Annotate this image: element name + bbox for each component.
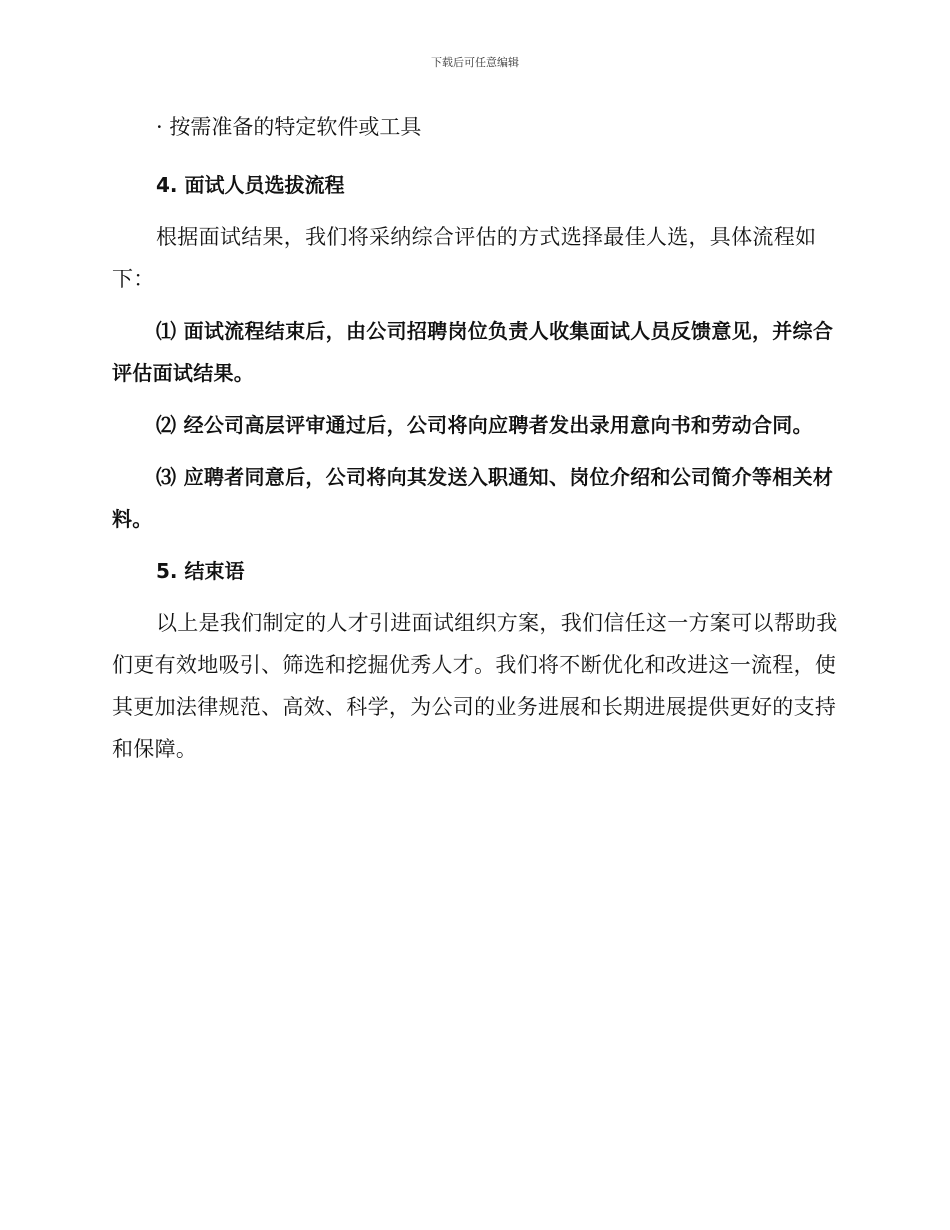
process-step-2: ⑵ 经公司高层评审通过后，公司将向应聘者发出录用意向书和劳动合同。	[156, 413, 813, 437]
document-body	[112, 112, 838, 780]
section-heading-conclusion: 5. 结束语	[156, 559, 245, 583]
section-heading-selection-process: 4. 面试人员选拔流程	[156, 173, 345, 197]
section-intro-paragraph: 根据面试结果，我们将采纳综合评估的方式选择最佳人选，具体流程如下：	[112, 225, 817, 291]
conclusion-paragraph: 以上是我们制定的人才引进面试组织方案，我们信任这一方案可以帮助我们更有效地吸引、筛选和挖掘优秀人才。我们将不断优化和改进这一流程，使其更加法律规范、高效、科学，为公司的业务进展和长期进展提供更好的支持和保障。	[112, 611, 838, 761]
process-step-1: ⑴ 面试流程结束后，由公司招聘岗位负责人收集面试人员反馈意见，并综合评估面试结果。	[112, 319, 834, 385]
page-header: 下载后可任意编辑	[431, 56, 519, 69]
bullet-item-software-tools: · 按需准备的特定软件或工具	[156, 115, 422, 139]
process-step-3: ⑶ 应聘者同意后，公司将向其发送入职通知、岗位介绍和公司简介等相关材料。	[112, 465, 834, 531]
